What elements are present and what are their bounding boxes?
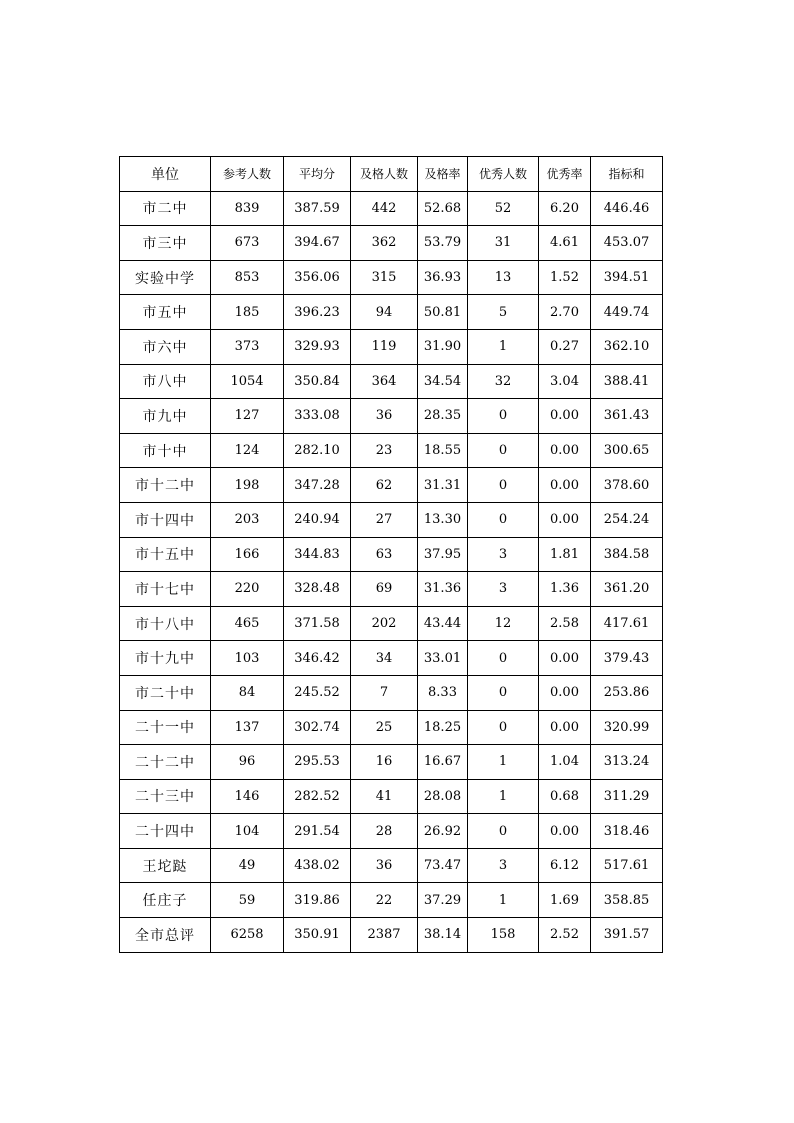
pass-rate-cell: 50.81 xyxy=(418,295,468,330)
pass-rate-cell: 8.33 xyxy=(418,675,468,710)
pass-count-cell: 2387 xyxy=(351,918,418,953)
participants-cell: 198 xyxy=(211,468,284,503)
pass-rate-cell: 31.90 xyxy=(418,329,468,364)
header-pass-rate: 及格率 xyxy=(418,157,468,192)
average-score-cell: 356.06 xyxy=(284,260,351,295)
excellent-count-cell: 0 xyxy=(468,710,539,745)
excellent-rate-cell: 0.00 xyxy=(539,502,591,537)
pass-count-cell: 202 xyxy=(351,606,418,641)
average-score-cell: 396.23 xyxy=(284,295,351,330)
pass-count-cell: 23 xyxy=(351,433,418,468)
participants-cell: 465 xyxy=(211,606,284,641)
pass-count-cell: 27 xyxy=(351,502,418,537)
table-row xyxy=(120,191,663,226)
pass-rate-cell: 28.35 xyxy=(418,399,468,434)
excellent-count-cell: 13 xyxy=(468,260,539,295)
excellent-rate-cell: 0.00 xyxy=(539,399,591,434)
participants-cell: 220 xyxy=(211,572,284,607)
index-sum-cell: 391.57 xyxy=(591,918,663,953)
average-score-cell: 282.52 xyxy=(284,779,351,814)
pass-rate-cell: 37.95 xyxy=(418,537,468,572)
unit-cell: 全市总评 xyxy=(120,918,211,953)
excellent-rate-cell: 3.04 xyxy=(539,364,591,399)
index-sum-cell: 313.24 xyxy=(591,745,663,780)
average-score-cell: 346.42 xyxy=(284,641,351,676)
excellent-count-cell: 3 xyxy=(468,848,539,883)
unit-cell: 二十一中 xyxy=(120,710,211,745)
excellent-rate-cell: 0.00 xyxy=(539,710,591,745)
average-score-cell: 344.83 xyxy=(284,537,351,572)
average-score-cell: 387.59 xyxy=(284,191,351,226)
participants-cell: 853 xyxy=(211,260,284,295)
table-row xyxy=(120,537,663,572)
participants-cell: 673 xyxy=(211,226,284,261)
index-sum-cell: 384.58 xyxy=(591,537,663,572)
unit-cell: 王坨跶 xyxy=(120,848,211,883)
pass-rate-cell: 31.36 xyxy=(418,572,468,607)
table-row xyxy=(120,226,663,261)
average-score-cell: 394.67 xyxy=(284,226,351,261)
header-index-sum: 指标和 xyxy=(591,157,663,192)
header-excellent-rate: 优秀率 xyxy=(539,157,591,192)
pass-count-cell: 442 xyxy=(351,191,418,226)
table-row xyxy=(120,364,663,399)
pass-count-cell: 22 xyxy=(351,883,418,918)
pass-rate-cell: 36.93 xyxy=(418,260,468,295)
pass-rate-cell: 33.01 xyxy=(418,641,468,676)
participants-cell: 1054 xyxy=(211,364,284,399)
participants-cell: 49 xyxy=(211,848,284,883)
unit-cell: 市十四中 xyxy=(120,502,211,537)
excellent-count-cell: 3 xyxy=(468,572,539,607)
participants-cell: 185 xyxy=(211,295,284,330)
table-row xyxy=(120,572,663,607)
pass-rate-cell: 73.47 xyxy=(418,848,468,883)
table-row xyxy=(120,468,663,503)
excellent-rate-cell: 2.52 xyxy=(539,918,591,953)
pass-count-cell: 69 xyxy=(351,572,418,607)
pass-rate-cell: 34.54 xyxy=(418,364,468,399)
excellent-rate-cell: 0.00 xyxy=(539,641,591,676)
index-sum-cell: 388.41 xyxy=(591,364,663,399)
pass-rate-cell: 43.44 xyxy=(418,606,468,641)
table-row xyxy=(120,295,663,330)
average-score-cell: 333.08 xyxy=(284,399,351,434)
unit-cell: 二十二中 xyxy=(120,745,211,780)
pass-count-cell: 119 xyxy=(351,329,418,364)
index-sum-cell: 394.51 xyxy=(591,260,663,295)
participants-cell: 103 xyxy=(211,641,284,676)
pass-rate-cell: 13.30 xyxy=(418,502,468,537)
excellent-rate-cell: 0.00 xyxy=(539,468,591,503)
pass-count-cell: 362 xyxy=(351,226,418,261)
index-sum-cell: 254.24 xyxy=(591,502,663,537)
excellent-count-cell: 0 xyxy=(468,814,539,849)
average-score-cell: 245.52 xyxy=(284,675,351,710)
unit-cell: 市十二中 xyxy=(120,468,211,503)
excellent-count-cell: 52 xyxy=(468,191,539,226)
header-excellent-count: 优秀人数 xyxy=(468,157,539,192)
unit-cell: 市十九中 xyxy=(120,641,211,676)
average-score-cell: 350.91 xyxy=(284,918,351,953)
index-sum-cell: 311.29 xyxy=(591,779,663,814)
excellent-count-cell: 0 xyxy=(468,433,539,468)
pass-rate-cell: 53.79 xyxy=(418,226,468,261)
excellent-count-cell: 1 xyxy=(468,329,539,364)
pass-rate-cell: 26.92 xyxy=(418,814,468,849)
participants-cell: 373 xyxy=(211,329,284,364)
score-table xyxy=(119,156,663,953)
header-row xyxy=(120,157,663,192)
excellent-count-cell: 0 xyxy=(468,502,539,537)
average-score-cell: 295.53 xyxy=(284,745,351,780)
unit-cell: 市二中 xyxy=(120,191,211,226)
excellent-count-cell: 12 xyxy=(468,606,539,641)
participants-cell: 124 xyxy=(211,433,284,468)
excellent-count-cell: 0 xyxy=(468,675,539,710)
average-score-cell: 350.84 xyxy=(284,364,351,399)
header-unit: 单位 xyxy=(120,157,211,192)
table-row xyxy=(120,710,663,745)
unit-cell: 市十中 xyxy=(120,433,211,468)
average-score-cell: 319.86 xyxy=(284,883,351,918)
table-row xyxy=(120,814,663,849)
header-pass-count: 及格人数 xyxy=(351,157,418,192)
unit-cell: 二十四中 xyxy=(120,814,211,849)
average-score-cell: 347.28 xyxy=(284,468,351,503)
participants-cell: 96 xyxy=(211,745,284,780)
index-sum-cell: 253.86 xyxy=(591,675,663,710)
pass-count-cell: 315 xyxy=(351,260,418,295)
unit-cell: 市十八中 xyxy=(120,606,211,641)
pass-count-cell: 34 xyxy=(351,641,418,676)
index-sum-cell: 379.43 xyxy=(591,641,663,676)
pass-count-cell: 36 xyxy=(351,848,418,883)
index-sum-cell: 320.99 xyxy=(591,710,663,745)
excellent-rate-cell: 1.52 xyxy=(539,260,591,295)
excellent-rate-cell: 0.00 xyxy=(539,433,591,468)
average-score-cell: 302.74 xyxy=(284,710,351,745)
pass-count-cell: 7 xyxy=(351,675,418,710)
excellent-rate-cell: 0.00 xyxy=(539,814,591,849)
unit-cell: 任庄子 xyxy=(120,883,211,918)
pass-count-cell: 28 xyxy=(351,814,418,849)
pass-count-cell: 16 xyxy=(351,745,418,780)
excellent-rate-cell: 2.70 xyxy=(539,295,591,330)
pass-rate-cell: 16.67 xyxy=(418,745,468,780)
excellent-rate-cell: 6.12 xyxy=(539,848,591,883)
average-score-cell: 438.02 xyxy=(284,848,351,883)
unit-cell: 市十五中 xyxy=(120,537,211,572)
pass-count-cell: 94 xyxy=(351,295,418,330)
unit-cell: 市五中 xyxy=(120,295,211,330)
table-row xyxy=(120,641,663,676)
index-sum-cell: 449.74 xyxy=(591,295,663,330)
average-score-cell: 328.48 xyxy=(284,572,351,607)
table-row xyxy=(120,675,663,710)
pass-rate-cell: 37.29 xyxy=(418,883,468,918)
participants-cell: 104 xyxy=(211,814,284,849)
pass-rate-cell: 18.25 xyxy=(418,710,468,745)
table-row xyxy=(120,606,663,641)
table-row xyxy=(120,779,663,814)
pass-count-cell: 36 xyxy=(351,399,418,434)
excellent-rate-cell: 1.69 xyxy=(539,883,591,918)
pass-rate-cell: 18.55 xyxy=(418,433,468,468)
header-average-score: 平均分 xyxy=(284,157,351,192)
excellent-count-cell: 0 xyxy=(468,641,539,676)
table-row xyxy=(120,399,663,434)
index-sum-cell: 300.65 xyxy=(591,433,663,468)
table-row xyxy=(120,848,663,883)
excellent-count-cell: 5 xyxy=(468,295,539,330)
excellent-rate-cell: 4.61 xyxy=(539,226,591,261)
index-sum-cell: 453.07 xyxy=(591,226,663,261)
pass-count-cell: 364 xyxy=(351,364,418,399)
excellent-rate-cell: 6.20 xyxy=(539,191,591,226)
excellent-count-cell: 3 xyxy=(468,537,539,572)
excellent-rate-cell: 1.81 xyxy=(539,537,591,572)
header-participants: 参考人数 xyxy=(211,157,284,192)
participants-cell: 6258 xyxy=(211,918,284,953)
participants-cell: 203 xyxy=(211,502,284,537)
pass-rate-cell: 31.31 xyxy=(418,468,468,503)
unit-cell: 市六中 xyxy=(120,329,211,364)
table-row xyxy=(120,329,663,364)
excellent-rate-cell: 0.27 xyxy=(539,329,591,364)
pass-count-cell: 63 xyxy=(351,537,418,572)
unit-cell: 实验中学 xyxy=(120,260,211,295)
participants-cell: 839 xyxy=(211,191,284,226)
pass-rate-cell: 38.14 xyxy=(418,918,468,953)
excellent-rate-cell: 0.68 xyxy=(539,779,591,814)
table-row xyxy=(120,883,663,918)
index-sum-cell: 362.10 xyxy=(591,329,663,364)
excellent-rate-cell: 1.04 xyxy=(539,745,591,780)
pass-count-cell: 41 xyxy=(351,779,418,814)
participants-cell: 127 xyxy=(211,399,284,434)
average-score-cell: 282.10 xyxy=(284,433,351,468)
table-row xyxy=(120,260,663,295)
excellent-count-cell: 1 xyxy=(468,883,539,918)
pass-count-cell: 62 xyxy=(351,468,418,503)
table-row xyxy=(120,918,663,953)
index-sum-cell: 361.20 xyxy=(591,572,663,607)
unit-cell: 市九中 xyxy=(120,399,211,434)
index-sum-cell: 361.43 xyxy=(591,399,663,434)
excellent-count-cell: 0 xyxy=(468,399,539,434)
index-sum-cell: 358.85 xyxy=(591,883,663,918)
participants-cell: 137 xyxy=(211,710,284,745)
excellent-rate-cell: 2.58 xyxy=(539,606,591,641)
table-row xyxy=(120,502,663,537)
participants-cell: 166 xyxy=(211,537,284,572)
table-row xyxy=(120,433,663,468)
index-sum-cell: 517.61 xyxy=(591,848,663,883)
excellent-count-cell: 1 xyxy=(468,779,539,814)
unit-cell: 市八中 xyxy=(120,364,211,399)
participants-cell: 59 xyxy=(211,883,284,918)
excellent-count-cell: 32 xyxy=(468,364,539,399)
excellent-count-cell: 31 xyxy=(468,226,539,261)
index-sum-cell: 417.61 xyxy=(591,606,663,641)
unit-cell: 市二十中 xyxy=(120,675,211,710)
excellent-count-cell: 158 xyxy=(468,918,539,953)
index-sum-cell: 318.46 xyxy=(591,814,663,849)
pass-rate-cell: 52.68 xyxy=(418,191,468,226)
participants-cell: 84 xyxy=(211,675,284,710)
pass-rate-cell: 28.08 xyxy=(418,779,468,814)
participants-cell: 146 xyxy=(211,779,284,814)
average-score-cell: 240.94 xyxy=(284,502,351,537)
unit-cell: 市十七中 xyxy=(120,572,211,607)
average-score-cell: 371.58 xyxy=(284,606,351,641)
average-score-cell: 329.93 xyxy=(284,329,351,364)
unit-cell: 二十三中 xyxy=(120,779,211,814)
index-sum-cell: 446.46 xyxy=(591,191,663,226)
index-sum-cell: 378.60 xyxy=(591,468,663,503)
average-score-cell: 291.54 xyxy=(284,814,351,849)
excellent-rate-cell: 1.36 xyxy=(539,572,591,607)
excellent-count-cell: 0 xyxy=(468,468,539,503)
pass-count-cell: 25 xyxy=(351,710,418,745)
excellent-rate-cell: 0.00 xyxy=(539,675,591,710)
unit-cell: 市三中 xyxy=(120,226,211,261)
table-row xyxy=(120,745,663,780)
excellent-count-cell: 1 xyxy=(468,745,539,780)
